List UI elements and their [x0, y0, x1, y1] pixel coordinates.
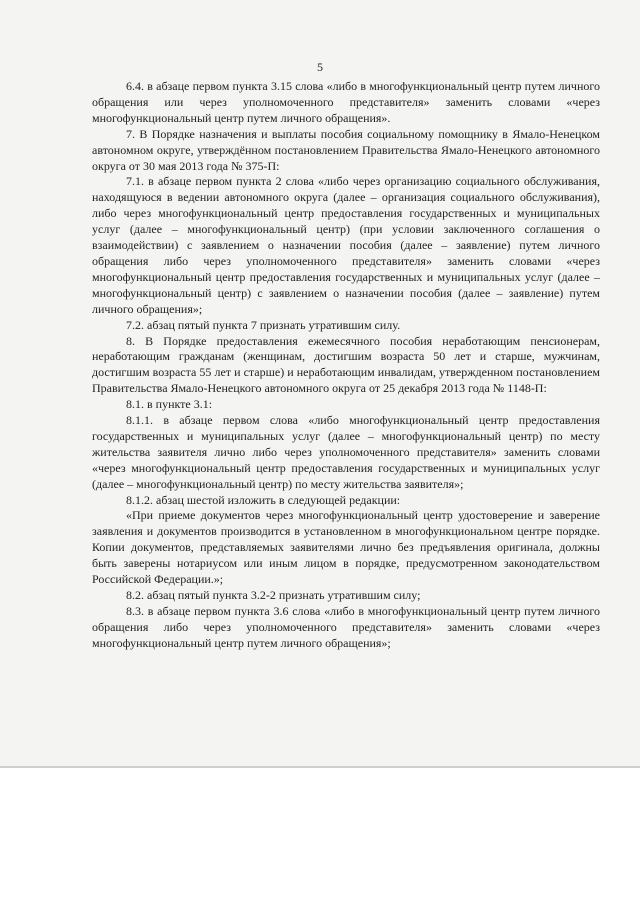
- paragraph: 8.1. в пункте 3.1:: [126, 397, 213, 412]
- paragraph: 8.3. в абзаце первом пункта 3.6 слова «либо в многофункциональный центр путем личного обращения либо через уполномоченного представителя» заменить словами «через многофункциональный центр путем личного обращения»;: [92, 603, 600, 650]
- paragraph: 6.4. в абзаце первом пункта 3.15 слова «либо в многофункциональный центр путем личного обращения или через уполномоченного представителя» заменить словами «через многофункциональный центр путем личного обращения».: [92, 79, 600, 125]
- paragraph: 8. В Порядке предоставления ежемесячного пособия неработающим пенсионерам, неработающим гражданам (женщинам, достигшим возраста 50 лет и старше, мужчинам, достигшим возраста 55 лет и старше) и неработающим инвалидам, утвержденном постановлением Правительства Ямало-Ненецкого автономного округа от 25 декабря 2013 года № 1148-П:: [92, 333, 600, 396]
- paragraph: 8.1.2. абзац шестой изложить в следующей редакции:: [126, 492, 401, 507]
- paragraph: 7. В Порядке назначения и выплаты пособия социальному помощнику в Ямало-Ненецком автономном округе, утверждённом постановлением Правительства Ямало-Ненецкого автономного округа от 30 мая 2013 года № 375-П:: [92, 126, 600, 173]
- paragraph: 7.1. в абзаце первом пункта 2 слова «либо через организацию социального обслуживания, находящуюся в ведении автономного округа (далее – организация социального обслуживания), либо через многофункциональный центр предоставления государственных и муниципальных услуг (далее – многофункциональный центр) (при условии заключенного соглашения о взаимодействии) с заявлением о назначении пособия (далее – заявление) путем личного обращения либо через уполномоченного представителя» заменить словами «через многофункциональный центр предоставления государственных и муниципальных услуг (далее – многофункциональный центр) с заявлением о назначении пособия (далее – заявление) путем личного обращения»;: [92, 174, 600, 316]
- page-number: 5: [317, 60, 323, 74]
- blank-area: [0, 768, 640, 905]
- paragraph: «При приеме документов через многофункциональный центр удостоверение и заверение заявления и документов производится в установленном в многофункциональном центре порядке. Копии документов, представляемых заявителями лично без предъявления оригинала, должны быть заверены нотариусом или иным лицом в порядке, предусмотренном законодательством Российской Федерации.»;: [92, 508, 600, 587]
- paragraph: 8.1.1. в абзаце первом слова «либо многофункциональный центр предоставления государственных и муниципальных услуг (далее – многофункциональный центр) по месту жительства заявителя лично либо через уполномоченного представителя» заменить словами «через многофункциональный центр предоставления государственных и муниципальных услуг (далее – многофункциональный центр) по месту жительства заявителя»;: [92, 413, 600, 491]
- paragraph: 8.2. абзац пятый пункта 3.2-2 признать утратившим силу;: [126, 588, 421, 602]
- document-body: [92, 79, 600, 652]
- paragraph: 7.2. абзац пятый пункта 7 признать утратившим силу.: [126, 317, 401, 332]
